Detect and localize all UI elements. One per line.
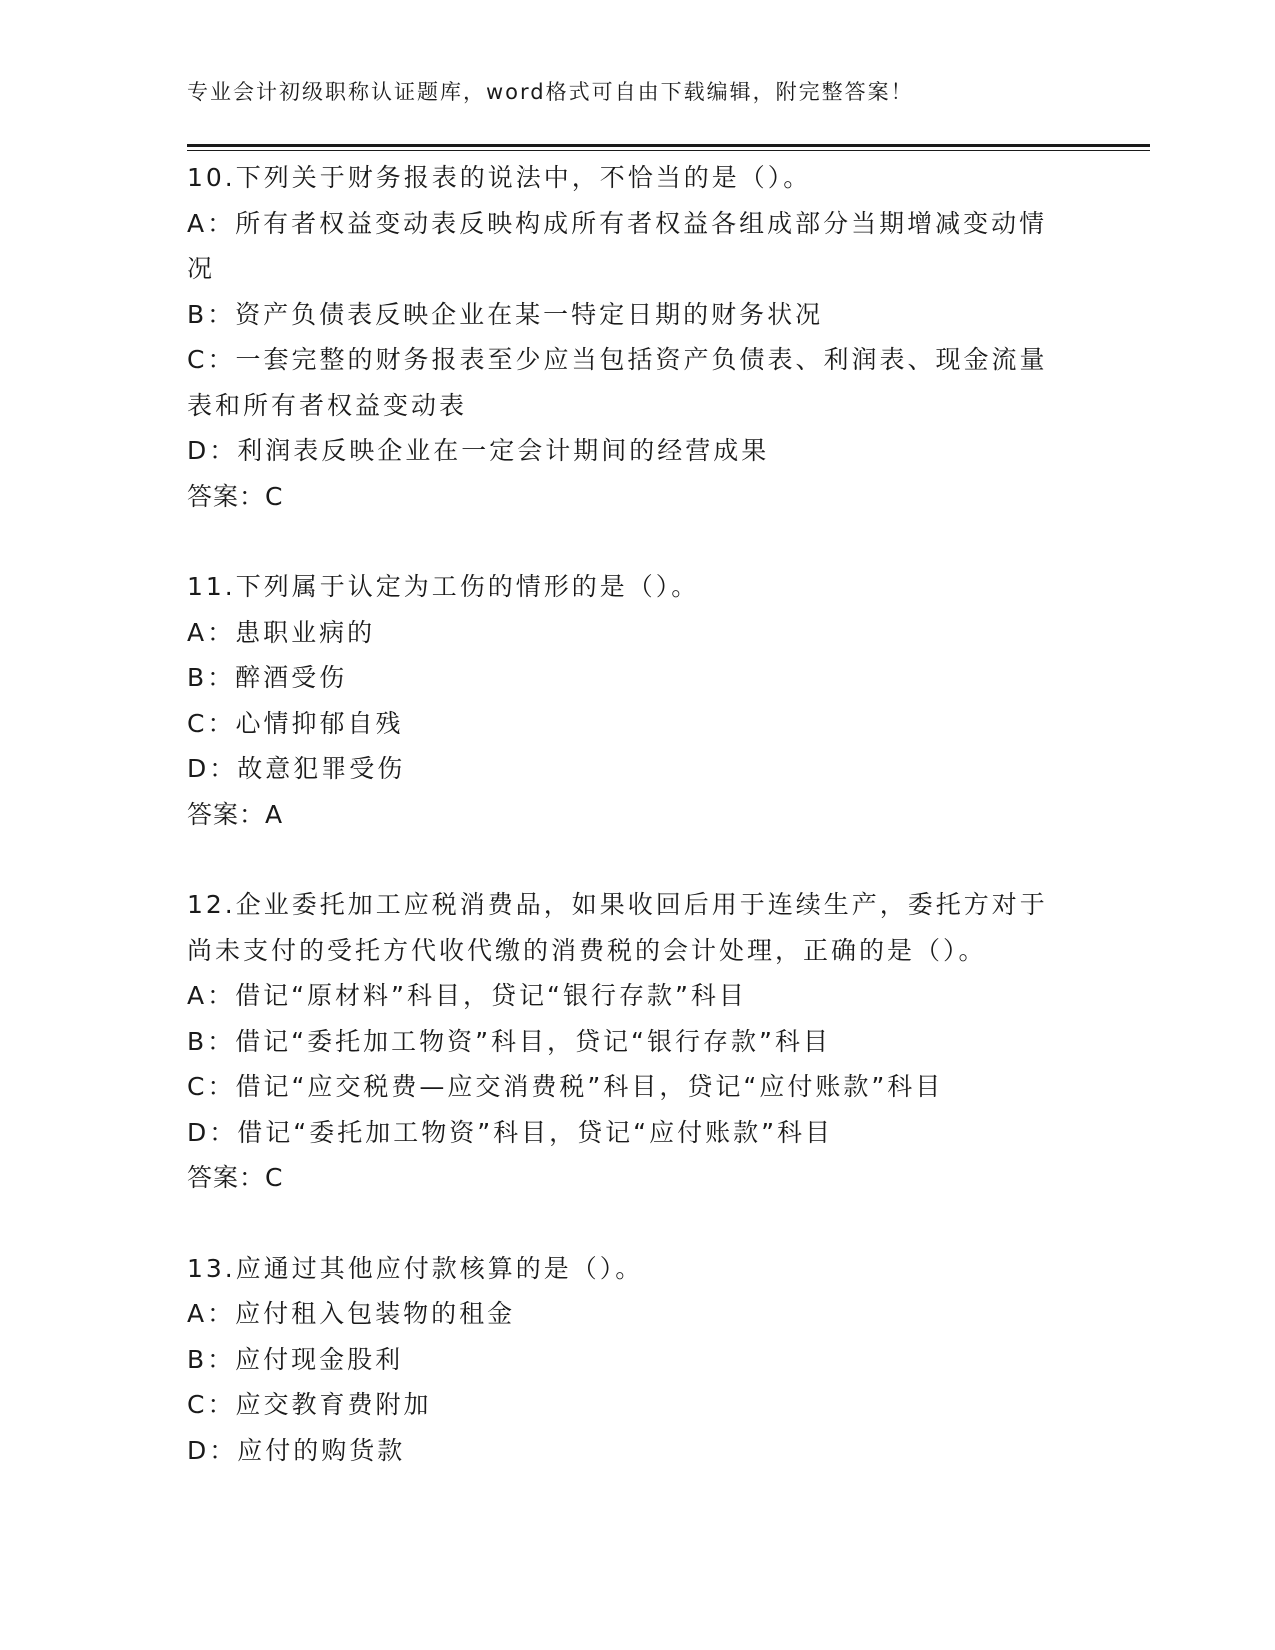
question-option: A：患职业病的 bbox=[187, 617, 376, 647]
question-option: A：应付租入包装物的租金 bbox=[187, 1299, 516, 1328]
question-option: B：资产负债表反映企业在某一特定日期的财务状况 bbox=[187, 299, 824, 329]
question-item bbox=[187, 155, 1087, 519]
question-option: C：借记“应交税费—应交消费税”科目，贷记“应付账款”科目 bbox=[187, 1072, 944, 1101]
question-option: D：借记“委托加工物资”科目，贷记“应付账款”科目 bbox=[187, 1117, 834, 1147]
question-stem: 尚未支付的受托方代收代缴的消费税的会计处理，正确的是（）。 bbox=[187, 935, 987, 965]
question-option: B：借记“委托加工物资”科目，贷记“银行存款”科目 bbox=[187, 1026, 831, 1056]
question-list bbox=[187, 155, 1087, 1518]
question-stem: 12.企业委托加工应税消费品，如果收回后用于连续生产，委托方对于 bbox=[187, 890, 1048, 919]
question-item bbox=[187, 882, 1087, 1201]
question-option: A：所有者权益变动表反映构成所有者权益各组成部分当期增减变动情 bbox=[187, 208, 1048, 238]
header-rule-thin bbox=[187, 150, 1150, 151]
question-option: B：醉酒受伤 bbox=[187, 663, 348, 692]
question-option: 表和所有者权益变动表 bbox=[187, 390, 468, 420]
question-option: C：心情抑郁自残 bbox=[187, 708, 404, 738]
question-answer: 答案：C bbox=[187, 1163, 284, 1192]
question-answer: 答案：A bbox=[187, 799, 284, 829]
question-option: D：应付的购货款 bbox=[187, 1435, 406, 1465]
question-item bbox=[187, 1246, 1087, 1474]
question-option: D：利润表反映企业在一定会计期间的经营成果 bbox=[187, 436, 770, 465]
question-option: C：应交教育费附加 bbox=[187, 1390, 432, 1419]
question-option: B：应付现金股利 bbox=[187, 1344, 404, 1374]
question-item bbox=[187, 564, 1087, 837]
header-rule-thick bbox=[187, 144, 1150, 147]
question-stem: 10.下列关于财务报表的说法中，不恰当的是（）。 bbox=[187, 163, 812, 192]
question-option: 况 bbox=[187, 254, 216, 283]
question-stem: 11.下列属于认定为工伤的情形的是（）。 bbox=[187, 572, 700, 601]
question-stem: 13.应通过其他应付款核算的是（）。 bbox=[187, 1253, 644, 1283]
question-option: C：一套完整的财务报表至少应当包括资产负债表、利润表、现金流量 bbox=[187, 345, 1048, 374]
question-option: A：借记“原材料”科目，贷记“银行存款”科目 bbox=[187, 981, 747, 1010]
question-option: D：故意犯罪受伤 bbox=[187, 754, 406, 783]
question-answer: 答案：C bbox=[187, 481, 284, 511]
page-header: 专业会计初级职称认证题库，word格式可自由下载编辑，附完整答案！ bbox=[187, 80, 914, 104]
